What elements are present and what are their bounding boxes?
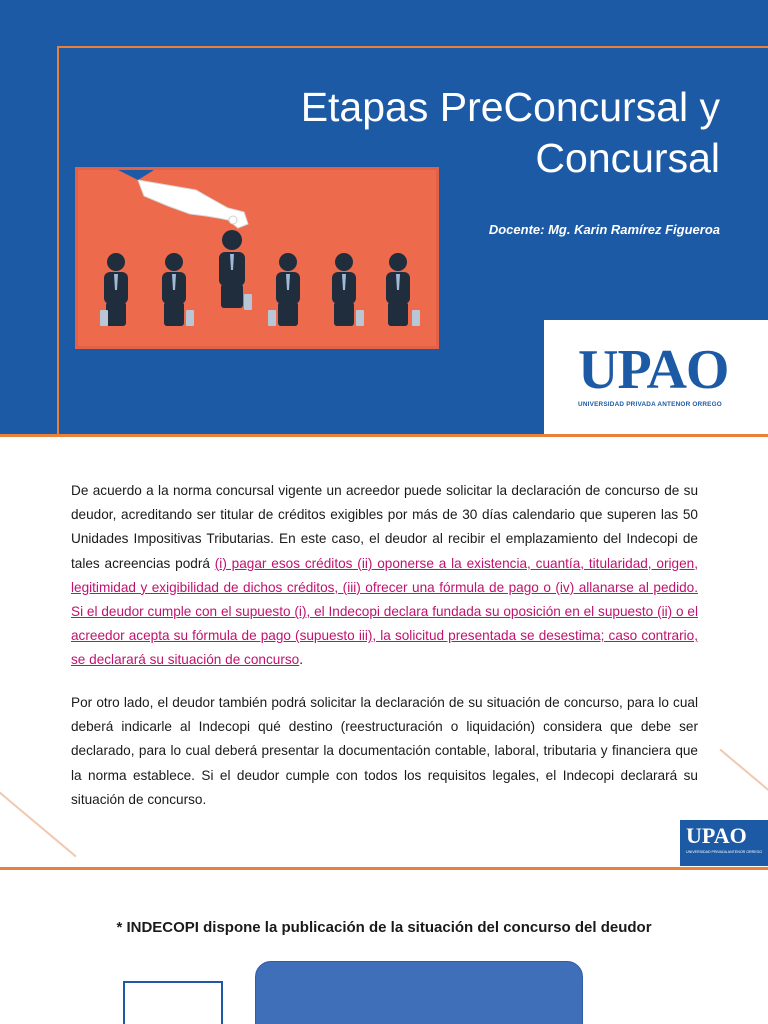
title-line-2: Concursal xyxy=(535,135,720,181)
briefcase-icons xyxy=(100,294,420,326)
people-selection-icon xyxy=(78,170,436,346)
upao-logo xyxy=(544,320,768,434)
slide-title xyxy=(200,82,720,184)
paragraph-creditor-request xyxy=(71,479,698,673)
university-name: UNIVERSIDAD PRIVADA ANTENOR ORREGO xyxy=(578,401,722,408)
person-2 xyxy=(162,253,186,326)
diagram-slide xyxy=(0,870,768,1024)
person-4 xyxy=(276,253,300,326)
person-figures xyxy=(104,230,410,326)
title-slide xyxy=(0,0,768,434)
upao-small-logo xyxy=(680,820,768,866)
upao-logo-text: UPAO xyxy=(578,339,729,401)
decorative-line xyxy=(719,749,768,828)
diagram-box-left xyxy=(123,981,223,1024)
person-3-picked xyxy=(219,230,245,308)
content-slide xyxy=(0,437,768,867)
lecturer-subtitle: Docente: Mg. Karin Ramírez Figueroa xyxy=(488,222,720,237)
person-6 xyxy=(386,253,410,326)
indecopi-note: * INDECOPI dispone la publicación de la situación del concurso del deudor xyxy=(116,919,652,936)
diagram-box-right xyxy=(255,961,583,1024)
highlighted-options-text: (i) pagar esos créditos (ii) oponerse a la existencia, cuantía, titularidad, origen, legitimidad y exigibilidad de dichos créditos, (iii) ofrecer una fórmula de pago o (iv) allanarse al pedido. Si el deudor cumple con el supuesto (i), el Indecopi declara fundada su oposición en el supuesto (ii) o el acreedor acepta su fórmula de pago (supuesto iii), la solicitud presentada se desestima; caso contrario, se declarará su situación de concurso xyxy=(71,555,698,668)
upao-small-logo-text: UPAO xyxy=(686,823,747,848)
decorative-line xyxy=(0,779,77,858)
title-line-1: Etapas PreConcursal y xyxy=(300,84,720,130)
paragraph-text: De acuerdo a la norma concursal vigente un acreedor puede solicitar la declaración de concurso de su deudor, acreditando ser titular de créditos exigibles por más de 30 días calendario que superen las 50 Unidades Impositivas Tributarias. En este caso, el deudor al recibir el emplazamiento del Indecopi de tales acreencias podrá xyxy=(71,483,698,571)
hand-picking-person-illustration xyxy=(78,170,436,346)
paragraph-debtor-request: Por otro lado, el deudor también podrá solicitar la declaración de su situación de concurso, para lo cual deberá indicarle al Indecopi qué destino (reestructuración o liquidación) considera que debe ser declarado, para lo cual deberá presentar la documentación contable, laboral, tributaria y financiera que la norma establece. Si el deudor cumple con todos los requisitos legales, el Indecopi declarará su situación de concurso. xyxy=(71,695,698,807)
university-name-small: UNIVERSIDAD PRIVADA ANTENOR ORREGO xyxy=(686,850,763,854)
hand-icon xyxy=(118,170,248,228)
paragraph-end: . xyxy=(299,652,303,668)
person-5 xyxy=(332,253,356,326)
